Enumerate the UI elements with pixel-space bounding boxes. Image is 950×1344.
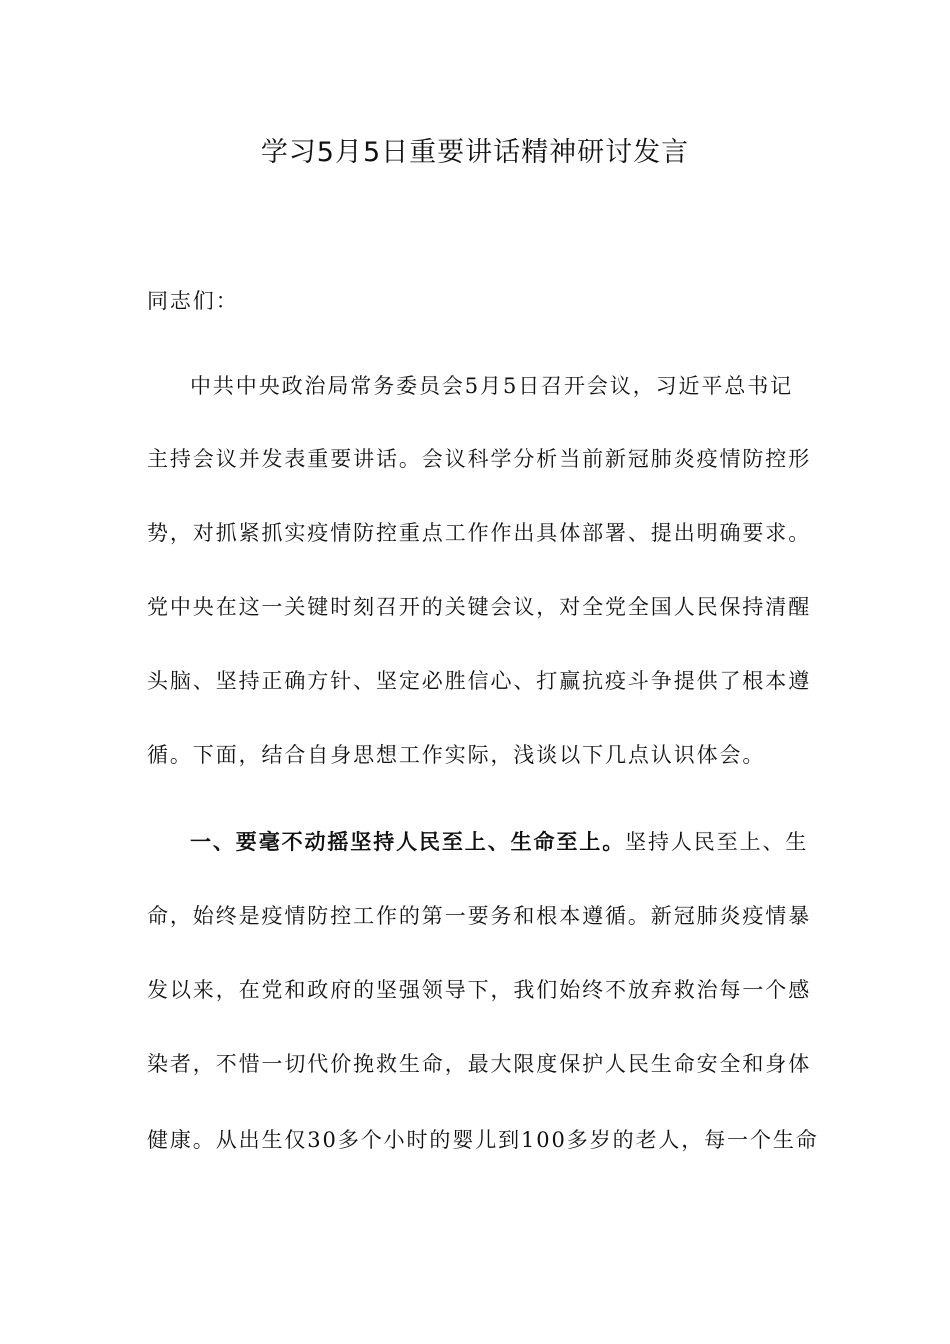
paragraph-1-line-5: 头脑、坚持正确方针、坚定必胜信心、打赢抗疫斗争提供了根本遵 xyxy=(147,669,812,693)
section-heading: 一、要毫不动摇坚持人民至上、生命至上。 xyxy=(190,829,626,854)
paragraph-2-line-4: 染者，不惜一切代价挽救生命，最大限度保护人民生命安全和身体 xyxy=(147,1052,812,1076)
document-title: 学习5月5日重要讲话精神研讨发言 xyxy=(260,137,690,168)
paragraph-2-line-1 xyxy=(190,827,808,857)
paragraph-1-line-2: 主持会议并发表重要讲话。会议科学分析当前新冠肺炎疫情防控形 xyxy=(147,447,812,471)
paragraph-2-line-5: 健康。从出生仅30多个小时的婴儿到100多岁的老人，每一个生命 xyxy=(147,1128,819,1152)
paragraph-1-line-6: 循。下面，结合自身思想工作实际，浅谈以下几点认识体会。 xyxy=(147,743,766,767)
paragraph-1-line-4: 党中央在这一关键时刻召开的关键会议，对全党全国人民保持清醒 xyxy=(147,595,812,619)
paragraph-1-line-1: 中共中央政治局常务委员会5月5日召开会议，习近平总书记 xyxy=(190,374,794,398)
paragraph-1-line-3: 势，对抓紧抓实疫情防控重点工作作出具体部署、提出明确要求。 xyxy=(147,521,812,545)
paragraph-2-line-2: 命，始终是疫情防控工作的第一要务和根本遵循。新冠肺炎疫情暴 xyxy=(147,904,812,928)
salutation: 同志们： xyxy=(147,289,239,313)
paragraph-2-line-3: 发以来，在党和政府的坚强领导下，我们始终不放弃救治每一个感 xyxy=(147,978,812,1002)
paragraph-2-line-1-rest: 坚持人民至上、生 xyxy=(625,830,809,854)
